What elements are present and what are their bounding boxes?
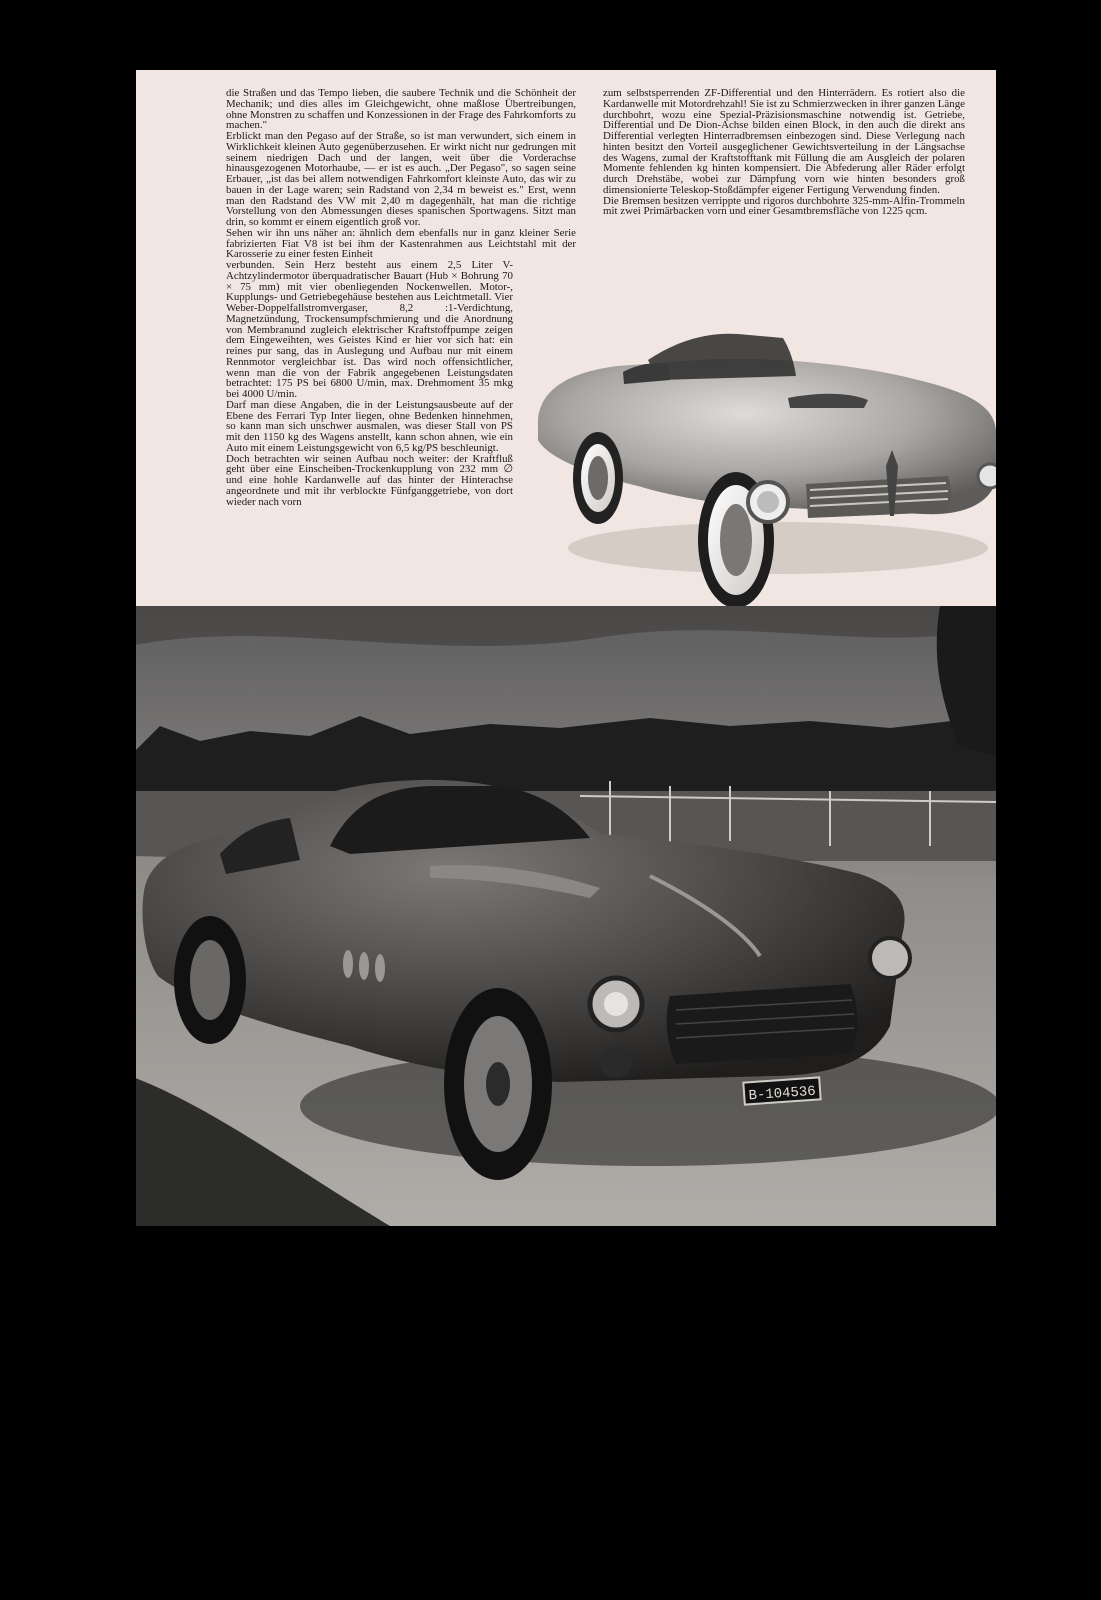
- paragraph: verbunden. Sein Herz besteht aus einem 2,5 Liter V-Achtzylindermotor überquadratischer Bauart (Hub × Bohrung 70 × 75 mm) mit vier obenliegenden Nockenwellen. Motor-, Kupplungs- und Getriebegehäuse bestehen aus Leichtmetall. Vier Weber-Doppelfallstromvergaser, 8,2 :1-Verdichtung, Magnetzündung, Trockensumpfschmierung und die Anordnung von Membranund zugleich elektrischer Kraftstoffpumpe zeigen dem Eingeweihten, wes Geistes Kind er hier vor sich hat: ein reines pur sang, das in Auslegung und Aufbau nur mit einem Rennmotor vergleichbar ist. Das wird noch offensichtlicher, wenn man die von der Fabrik angegebenen Leistungsdaten betrachtet: 175 PS bei 6800 U/min, max. Drehmoment 35 mkg bei 4000 U/min.: [226, 259, 513, 400]
- paragraph: Darf man diese Angaben, die in der Leistungsausbeute auf der Ebene des Ferrari Typ Inter liegen, ohne Bedenken hinnehmen, so kann man sich unschwer ausmalen, was dieser Stall von PS mit den 1150 kg des Wagens anstellt, kann schon ahnen, wie ein Auto mit einem Leistungsgewicht von 6,5 kg/PS beschleunigt.: [226, 398, 513, 454]
- magazine-page: [136, 70, 996, 1226]
- spyder-car-photo: [528, 280, 996, 626]
- paragraph: Erblickt man den Pegaso auf der Straße, so ist man verwundert, sich einem in Wirklichkeit kleinen Auto gegenüberzusehen. Er wirkt nicht nur gedrungen mit seinem niedrigen Dach und der langen, weit über die Vorderachse hinausgezogenen Motorhaube, — er ist es auch. „Der Pegaso", so sagen seine Erbauer, „ist das bei allem notwendigen Fahrkomfort kleinste Auto, das wir zu bauen in der Lage waren; sein Radstand von 2,34 m beweist es." Erst, wenn man den Radstand des VW mit 2,40 m dagegenhält, hat man die richtige Vorstellung von den Abmessungen dieses spanischen Sportwagens. Sitzt man drin, so kommt er einem eigentlich groß vor.: [226, 130, 576, 228]
- coupe-car-photo: [136, 606, 996, 1226]
- paragraph: Sehen wir ihn uns näher an: ähnlich dem ebenfalls nur in ganz kleiner Serie fabrizierten Fiat V8 ist bei ihm der Kastenrahmen aus Leichtstahl mit der Karosserie zu einer festen Einheit: [226, 226, 576, 261]
- article-right-column: [603, 88, 965, 217]
- paragraph: die Straßen und das Tempo lieben, die saubere Technik und die Schönheit der Mechanik; und dies alles im Gleichgewicht, ohne maßlose Übertreibungen, ohne Monstren zu schaffen und Konzessionen in der Frage des Fahrkomforts zu machen.": [226, 87, 576, 132]
- text-wrap-beside-photo: [226, 260, 513, 507]
- article-left-column: [226, 88, 576, 507]
- paragraph: zum selbstsperrenden ZF-Differential und den Hinterrädern. Es rotiert also die Kardanwelle mit Motordrehzahl! Sie ist zu Schmierzwecken in ihrer ganzen Länge durchbohrt, wozu eine Spezial-Präzisionsmaschine notwendig ist. Getriebe, Differential und De Dion-Achse bilden einen Block, in den auch die direkt ans Differential verlegten Hinterradbremsen einbezogen sind. Diese Verlegung nach hinten besitzt den Vorteil ausgeglichener Gewichtsverteilung in der Längsachse des Wagens, zumal der Kraftstofftank mit Füllung die am Ausgleich der polaren Momente fehlenden kg hinten kompensiert. Die Abfederung aller Räder erfolgt durch Drehstäbe, wobei zur Dämpfung vorn wie hinten besonders groß dimensionierte Teleskop-Stoßdämpfer eigener Fertigung Verwendung finden.: [603, 87, 965, 196]
- license-plate-text: B-104536: [748, 1083, 817, 1105]
- paragraph: Die Bremsen besitzen verrippte und rigoros durchbohrte 325-mm-Alfin-Trommeln mit zwei Primärbacken vorn und einer Gesamtbremsfläche von 1225 qcm.: [603, 194, 965, 218]
- paragraph: Doch betrachten wir seinen Aufbau noch weiter: der Kraftfluß geht über eine Einscheiben-Trockenkupplung von 232 mm ∅ und eine hohle Kardanwelle auf das hinter der Hinterachse angeordnete und mit ihr verblockte Fünfganggetriebe, von dort wieder nach vorn: [226, 452, 513, 508]
